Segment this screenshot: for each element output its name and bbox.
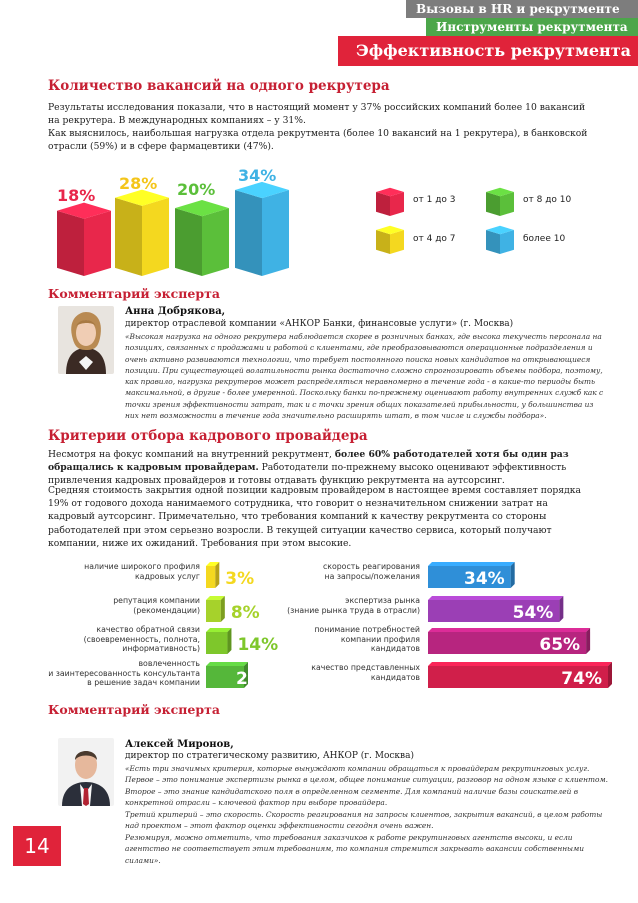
expert2-section-title: Комментарий эксперта xyxy=(48,702,220,717)
expert2-quote-3: Третий критерий – это скорость. Скорость реагирования на запросы клиентов, закрытия вакансий, в целом работы над проектом – этот фактор оценки эффективности сегодня очень важен. xyxy=(125,810,603,831)
bar-label-left-1-line-1: репутация компании xyxy=(113,596,200,605)
bar-label-left-2-line-3: информативность) xyxy=(122,644,200,653)
bar-right-3-side xyxy=(608,662,612,688)
expert1-name: Анна Добрякова, xyxy=(125,306,226,317)
legend-cube-2 xyxy=(376,226,404,254)
cube-0-right-face xyxy=(84,211,111,276)
bar-value-left-1: 8% xyxy=(230,603,260,623)
cube-0-left-face xyxy=(57,211,84,276)
bar-label-left-0 xyxy=(40,562,200,581)
bar-left-1-side xyxy=(221,596,225,622)
cube-1-right-face xyxy=(142,198,169,276)
bar-right-1-top xyxy=(428,596,563,600)
header-tab-recruitment-tools: Инструменты рекрутмента xyxy=(426,18,638,36)
section2-p1-rest: Работодатели по-прежнему высоко оценивают эффективность привлечения кадровых провайдеров и готовы отдавать функцию рекрутмента на аутсорсинг. xyxy=(48,462,567,487)
bar-left-0 xyxy=(206,562,219,588)
legend-item-4-7: от 4 до 7 xyxy=(413,234,456,244)
bar-left-2-front xyxy=(206,632,227,654)
cube-2 xyxy=(175,200,229,276)
header-tab-recruitment-efficiency: Эффективность рекрутмента xyxy=(338,36,638,66)
bar-label-left-2-line-2: (своевременность, полнота, xyxy=(83,634,200,644)
cube-3-left-face xyxy=(235,190,262,276)
header-tab-hr-challenges: Вызовы в HR и рекрутменте xyxy=(406,0,638,18)
bar-label-left-1-line-2: (рекомендации) xyxy=(133,605,200,615)
bar-value-right-0: 34% xyxy=(463,569,505,589)
expert1-photo xyxy=(58,306,114,374)
bar-label-left-3-line-1: вовлеченность xyxy=(138,659,200,668)
bar-left-1-front xyxy=(206,600,221,622)
legend-cube-3-right-face xyxy=(500,230,514,254)
section2-paragraph-2: Средняя стоимость закрытия одной позиции кадровым провайдером в настоящее время составляет порядка 19% от годового дохода нанимаемого сотрудника, что говорит о незначительном снижении затрат на кадровый аутсорсинг. Примечательно, что требования компаний к качеству рекрутмента со стороны работодателей при этом серьезно возросли. В текущей ситуации качество сервиса, который получают компании, ниже их ожиданий. Требования при этом высокие. xyxy=(48,485,581,549)
bar-label-right-0 xyxy=(250,562,420,581)
legend-cube-1 xyxy=(486,188,514,216)
bar-label-right-1-line-2: (знание рынка труда в отрасли) xyxy=(287,605,420,615)
section1-paragraph-1: Результаты исследования показали, что в настоящий момент у 37% российских компаний более 10 вакансий на рекрутера. В международных компаниях – у 31%. xyxy=(48,102,586,127)
bar-label-left-3-line-3: в решение задач компании xyxy=(87,678,200,687)
bar-left-2-top xyxy=(206,628,231,632)
legend-cube-0 xyxy=(376,188,404,216)
bar-label-left-2-line-1: качество обратной связи xyxy=(96,625,200,634)
legend-item-more-10: более 10 xyxy=(523,234,566,244)
expert2-quote-1: «Есть три значимых критерия, которые вынуждают компании обращаться к провайдерам рекрутинговых услуг. Первое – это понимание экспертизы рынка в целом, общее понимание ситуации, разговор на одном языке с клиентом. xyxy=(125,764,608,785)
bar-right-1-side xyxy=(559,596,563,622)
cube-3 xyxy=(235,182,289,276)
section-title-provider-criteria: Критерии отбора кадрового провайдера xyxy=(48,428,368,444)
bar-value-right-3: 74% xyxy=(561,669,602,689)
cube-1-left-face xyxy=(115,198,142,276)
bar-right-2-top xyxy=(428,628,590,632)
cube-value-more-10: 34% xyxy=(238,166,277,185)
bar-right-3-top xyxy=(428,662,612,666)
bar-label-right-2-line-1: понимание потребностей xyxy=(314,625,420,634)
cube-value-1-3: 18% xyxy=(57,186,96,205)
bar-right-2-side xyxy=(586,628,590,654)
bar-label-right-2-line-3: кандидатов xyxy=(370,644,420,653)
expert2-name: Алексей Миронов, xyxy=(125,739,234,750)
bar-left-3-top xyxy=(206,662,248,666)
bar-label-right-2-line-2: компании профиля xyxy=(340,634,420,644)
section2-p1-bold: более 60% работодателей хотя бы один раз обращались к кадровым провайдерам. xyxy=(48,449,569,474)
legend-cube-2-left-face xyxy=(376,230,390,254)
bar-left-2 xyxy=(206,628,231,654)
expert2-role: директор по стратегическому развитию, АНКОР (г. Москва) xyxy=(125,751,414,761)
legend-cube-0-left-face xyxy=(376,192,390,216)
bar-label-right-3-line-1: качество представленных xyxy=(311,663,420,672)
legend-cube-1-right-face xyxy=(500,192,514,216)
expert2-photo xyxy=(58,738,114,806)
bar-value-right-1: 54% xyxy=(512,603,554,623)
cube-2-right-face xyxy=(202,208,229,276)
bar-label-left-1 xyxy=(40,596,200,615)
cube-value-8-10: 20% xyxy=(177,180,216,199)
cube-0 xyxy=(57,203,111,276)
legend-item-8-10: от 8 до 10 xyxy=(523,195,572,205)
bar-label-right-2 xyxy=(250,625,420,654)
bar-value-left-2: 14% xyxy=(237,635,279,655)
bar-left-2-side xyxy=(227,628,231,654)
section1-paragraph-2: Как выяснилось, наибольшая нагрузка отдела рекрутмента (более 10 вакансий на 1 рекрутера), в банковской отрасли (59%) и в сфере фармацевтики (47%). xyxy=(48,128,588,153)
page-number: 14 xyxy=(13,826,61,866)
legend-cube-0-right-face xyxy=(390,192,404,216)
cube-1 xyxy=(115,190,169,276)
expert1-section-title: Комментарий эксперта xyxy=(48,286,220,301)
legend-item-1-3: от 1 до 3 xyxy=(413,195,456,205)
bar-label-right-1-line-1: экспертиза рынка xyxy=(345,596,420,605)
section-title-vacancies: Количество вакансий на одного рекрутера xyxy=(48,78,390,94)
expert1-quote: «Высокая нагрузка на одного рекрутера наблюдается скорее в розничных банках, где высока текучесть персонала на позициях, связанных с продажами и работой с клиентами, где преобразовываются операционные подразделения и очень активно развиваются технологии, что требует постоянного поиска новых кандидатов на открывающиеся позиции. При существующей волатильности рынка достаточно сложно спрогнозировать объемы подбора, поэтому, как правило, нагрузка рекрутеров может распределяться неравномерно в течение года - в какие-то периоды быть максимальной, в другие - более умеренной. Поскольку банки по-прежнему оценивают работу внутренних служб как с точки зрения эффективности затрат, так и с точки зрения общих показателей прибыльности, у большинства из них нет возможности в течение года значительно расширять штат, в том числе и службы подбора». xyxy=(125,332,604,421)
section2-paragraph-1 xyxy=(48,448,593,488)
section2-p1-plain: Несмотря на фокус компаний на внутренний рекрутмент, xyxy=(48,449,335,460)
bar-left-1 xyxy=(206,596,225,622)
legend-cube-2-right-face xyxy=(390,230,404,254)
bar-right-0-side xyxy=(511,562,515,588)
bar-left-0-side xyxy=(215,562,219,588)
bar-label-right-3-line-2: кандидатов xyxy=(370,672,420,682)
bar-label-left-0-line-1: наличие широкого профиля xyxy=(84,562,200,571)
expert1-role: директор отраслевой компании «АНКОР Банки, финансовые услуги» (г. Москва) xyxy=(125,319,514,329)
bar-label-right-3 xyxy=(250,663,420,682)
bar-label-left-0-line-2: кадровых услуг xyxy=(134,571,200,581)
bar-label-right-0-line-1: скорость реагирования xyxy=(322,562,420,571)
bar-label-right-1 xyxy=(250,596,420,615)
bar-label-right-0-line-2: на запросы/пожелания xyxy=(324,571,420,581)
expert2-quote-4: Резюмируя, можно отметить, что требования заказчиков к работе рекрутинговых агентств высоки, и если агентство не соответствует этим требованиям, то компания стремится закрывать вакансии собственными силами». xyxy=(125,833,584,865)
legend-cube-1-left-face xyxy=(486,192,500,216)
bar-value-left-3: 29% xyxy=(236,669,277,689)
bar-value-right-2: 65% xyxy=(539,635,581,655)
legend-cube-3-left-face xyxy=(486,230,500,254)
cube-2-left-face xyxy=(175,208,202,276)
bar-label-left-2 xyxy=(40,625,200,654)
bar-right-0-top xyxy=(428,562,515,566)
cube-value-4-7: 28% xyxy=(119,174,158,193)
bar-label-left-3-line-2: и заинтересованность консультанта xyxy=(48,668,200,678)
expert2-quote-2: Второе – это знание кандидатского поля в определенном сегменте. Для компаний наличие базы соискателей в конкретной отрасли – ключевой фактор при выборе провайдера. xyxy=(125,787,578,808)
bar-value-left-0: 3% xyxy=(225,569,255,589)
cube-3-right-face xyxy=(262,190,289,276)
bar-label-left-3 xyxy=(30,659,200,688)
legend-cube-3 xyxy=(486,226,514,254)
bar-left-0-front xyxy=(206,566,215,588)
